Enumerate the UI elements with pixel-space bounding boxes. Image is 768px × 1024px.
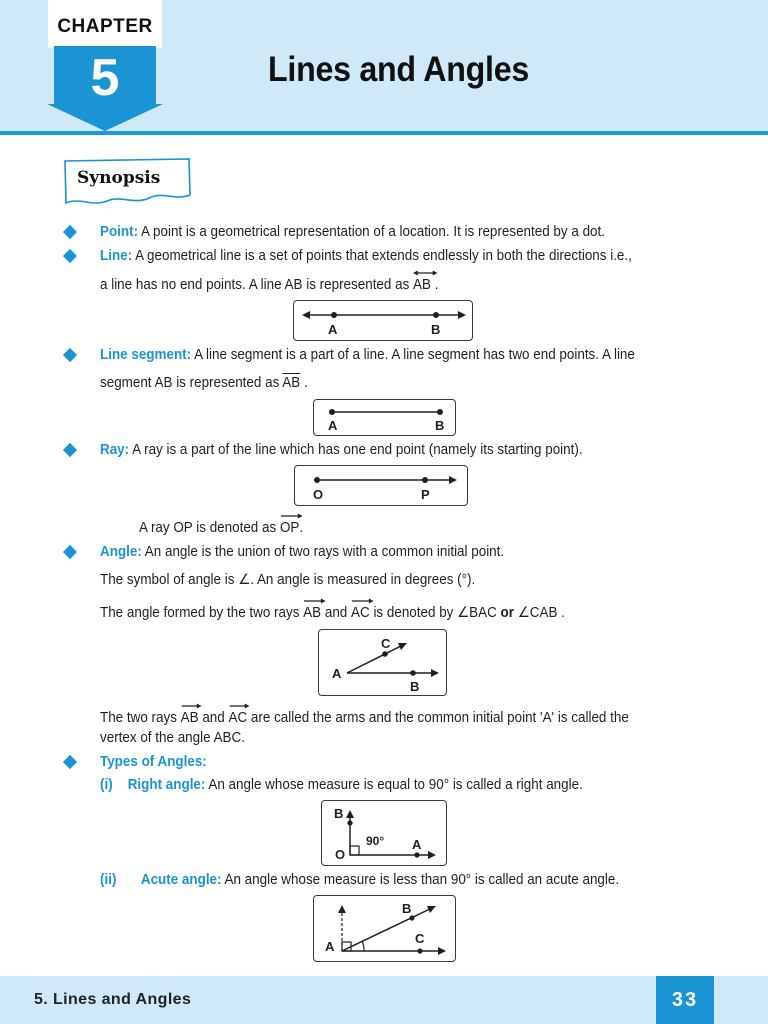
angle-measure: 90° <box>366 834 385 848</box>
chapter-number: 5 <box>90 49 120 107</box>
chapter-label: CHAPTER <box>57 16 153 37</box>
right-angle-definition: (i) Right angle: An angle whose measure is equal to 90° is called a right angle. <box>100 777 583 793</box>
acute-angle-definition: (ii) Acute angle: An angle whose measure is less than 90° is called an acute angle. <box>100 872 620 888</box>
angle-symbol-text: The symbol of angle is ∠. An angle is measured in degrees (°). <box>100 572 476 588</box>
term-line: Line: <box>100 248 133 264</box>
line-definition: Line: A geometrical line is a set of points that extends endlessly in both the directions i.e., <box>100 248 632 264</box>
label-b: B <box>410 679 420 694</box>
bullet-icon <box>63 225 77 239</box>
right-angle-figure <box>321 800 447 866</box>
label-a: A <box>332 666 342 681</box>
angle-definition: Angle: An angle is the union of two rays with a common initial point. <box>100 544 505 560</box>
line-notation-text: a line has no end points. A line AB is represented as AB . <box>100 276 438 294</box>
ray-definition: Ray: A ray is a part of the line which has one end point (namely its starting point). <box>100 442 583 458</box>
types-heading: Types of Angles: <box>100 754 207 770</box>
page-title: Lines and Angles <box>268 50 529 89</box>
angle-vertex-text: vertex of the angle ABC. <box>100 730 245 746</box>
ray-notation: OP <box>280 519 299 537</box>
segment-definition: Line segment: A line segment is a part of a line. A line segment has two end points. A line <box>100 347 635 363</box>
term-angle: Angle: <box>100 544 142 560</box>
footer-chapter-label: 5. Lines and Angles <box>34 991 192 1008</box>
term-point: Point: <box>100 224 139 240</box>
label-b: B <box>435 418 445 433</box>
label-b: B <box>431 322 441 337</box>
label-a: A <box>328 322 338 337</box>
angle-figure <box>318 629 447 696</box>
ray-notation-text: A ray OP is denoted as OP. <box>139 519 303 537</box>
bullet-icon <box>63 249 77 263</box>
angle-arms-text: The two rays AB and AC are called the arms and the common initial point 'A' is called the <box>100 709 629 727</box>
chapter-header <box>0 0 768 135</box>
label-a: A <box>325 939 335 954</box>
page-number: 33 <box>656 976 714 1024</box>
term-acute-angle: Acute angle: <box>140 872 222 888</box>
point-definition: Point: A point is a geometrical representation of a location. It is represented by a dot. <box>100 224 605 240</box>
label-b: B <box>334 806 344 821</box>
angle-notation-text: The angle formed by the two rays AB and AC is denoted by ∠BAC or ∠CAB . <box>100 604 565 622</box>
bullet-icon <box>63 755 77 769</box>
line-notation: AB <box>413 276 431 294</box>
label-c: C <box>415 931 425 946</box>
synopsis-tag <box>63 157 193 207</box>
term-ray: Ray: <box>100 442 130 458</box>
segment-figure <box>313 399 456 436</box>
segment-notation: AB <box>282 375 301 391</box>
segment-notation-text: segment AB is represented as AB . <box>100 375 308 391</box>
label-o: O <box>313 487 324 502</box>
chapter-badge <box>46 0 164 132</box>
bullet-icon <box>63 545 77 559</box>
page-footer <box>0 976 768 1024</box>
label-a: A <box>328 418 338 433</box>
synopsis-label: Synopsis <box>77 168 161 188</box>
bullet-icon <box>63 443 77 457</box>
label-p: P <box>421 487 430 502</box>
line-figure <box>293 300 473 341</box>
term-right-angle: Right angle: <box>127 777 206 793</box>
term-line-segment: Line segment: <box>100 347 192 363</box>
label-o: O <box>335 847 346 862</box>
label-c: C <box>381 636 391 651</box>
acute-angle-figure <box>313 895 456 962</box>
bullet-icon <box>63 348 77 362</box>
label-b: B <box>402 901 412 916</box>
ray-figure <box>294 465 468 506</box>
label-a: A <box>412 837 422 852</box>
